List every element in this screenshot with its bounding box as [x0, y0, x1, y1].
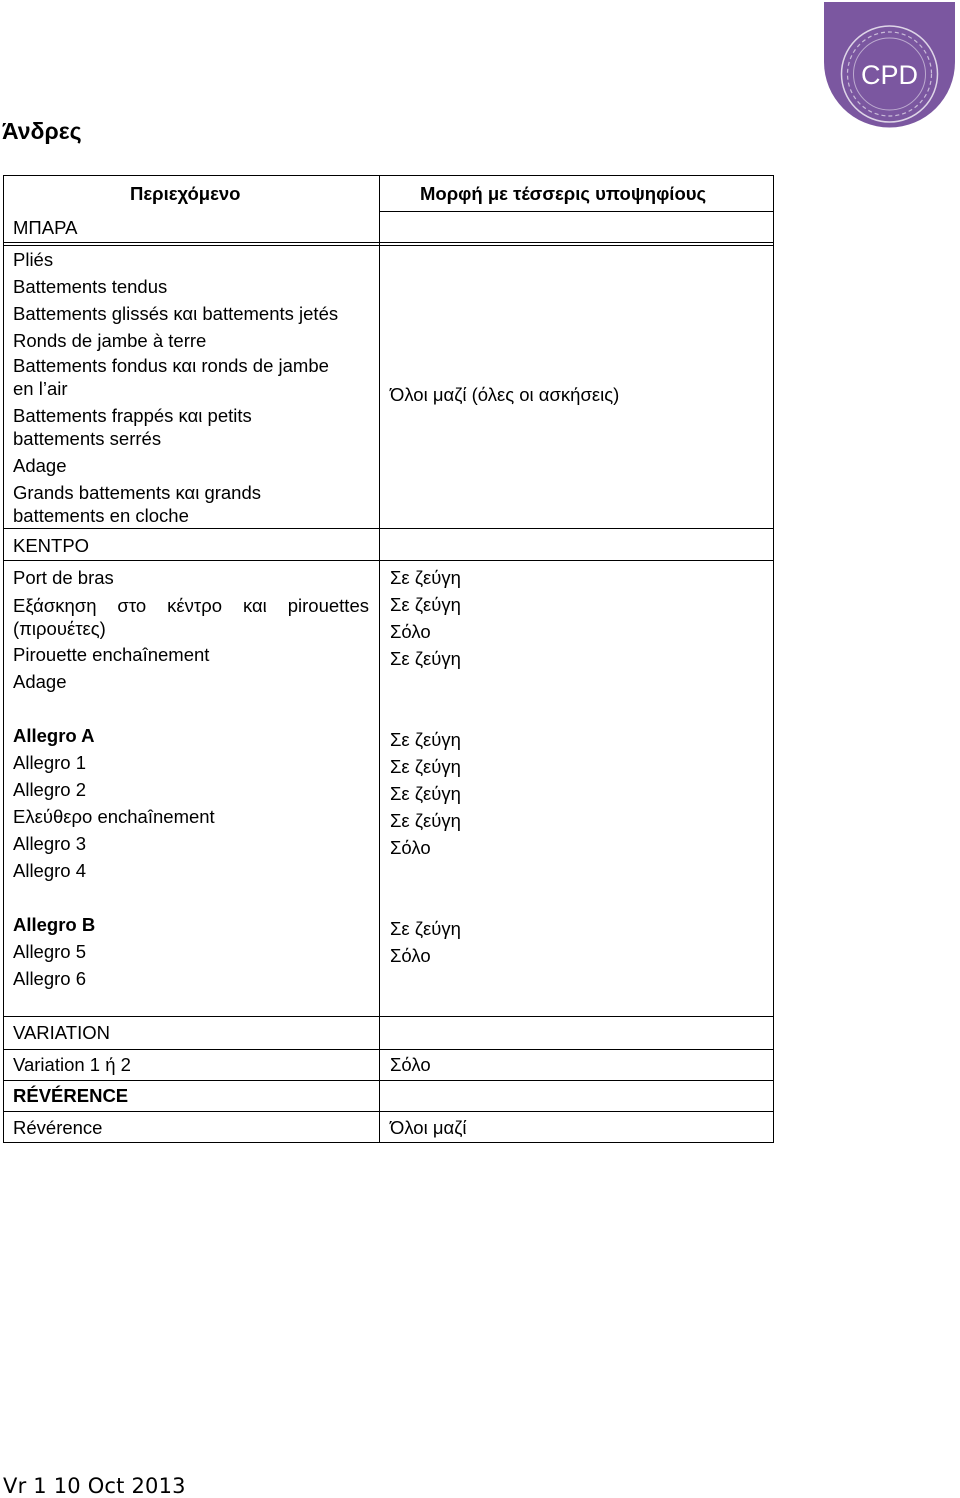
reverence-item: Révérence: [13, 1117, 103, 1138]
allegro-a-format: Σε ζεύγη: [390, 810, 461, 831]
barre-item: Adage: [13, 455, 67, 476]
barre-item: battements en cloche: [13, 505, 189, 526]
barre-item: battements serrés: [13, 428, 162, 449]
reverence-format: Όλοι μαζί: [390, 1117, 467, 1138]
allegro-a-item: Ελεύθερο enchaînement: [13, 806, 215, 827]
centre-format: Σε ζεύγη: [390, 594, 461, 615]
centre-item: Port de bras: [13, 567, 114, 588]
centre-format: Σε ζεύγη: [390, 648, 461, 669]
cpd-logo-graphic: [824, 2, 955, 142]
barre-item: Grands battements και grands: [13, 482, 262, 503]
barre-item: Pliés: [13, 249, 54, 270]
barre-item: Ronds de jambe à terre: [13, 330, 207, 351]
allegro-a-item: Allegro 1: [13, 752, 87, 773]
section-title: Άνδρες: [2, 118, 82, 144]
svg-text:CPD: CPD: [860, 60, 919, 90]
allegro-a-item: Allegro 3: [13, 833, 87, 854]
version-footer: Vr 1 10 Oct 2013: [3, 1474, 186, 1498]
barre-heading: ΜΠΑΡΑ: [13, 217, 78, 238]
barre-item: Battements glissés και battements jetés: [13, 303, 339, 324]
allegro-a-heading: Allegro A: [13, 725, 95, 746]
allegro-a-format: Σε ζεύγη: [390, 756, 461, 777]
allegro-a-format: Σε ζεύγη: [390, 783, 461, 804]
barre-format: Όλοι μαζί (όλες οι ασκήσεις): [390, 384, 620, 405]
allegro-b-format: Σε ζεύγη: [390, 918, 461, 939]
variation-format: Σόλο: [390, 1054, 431, 1075]
barre-item: Battements frappés και petits: [13, 405, 252, 426]
header-format: Μορφή με τέσσερις υποψηφίους: [420, 183, 707, 204]
centre-item: Pirouette enchaînement: [13, 644, 210, 665]
barre-item: en l’air: [13, 378, 68, 399]
centre-heading: ΚΕΝΤΡΟ: [13, 535, 90, 556]
centre-item: Adage: [13, 671, 67, 692]
header-content: Περιεχόμενο: [130, 183, 241, 204]
cpd-logo: [824, 2, 955, 142]
allegro-b-item: Allegro 6: [13, 968, 87, 989]
centre-item: Εξάσκηση στο κέντρο και pirouettes (πιρουέτες): [13, 595, 369, 639]
barre-item: Battements fondus και ronds de jambe: [13, 355, 329, 376]
variation-heading: VARIATION: [13, 1022, 110, 1043]
allegro-a-format: Σόλο: [390, 837, 431, 858]
barre-item: Battements tendus: [13, 276, 168, 297]
centre-format: Σε ζεύγη: [390, 567, 461, 588]
allegro-a-item: Allegro 4: [13, 860, 87, 881]
variation-item: Variation 1 ή 2: [13, 1054, 131, 1075]
reverence-heading: RÉVÉRENCE: [13, 1085, 129, 1106]
allegro-a-item: Allegro 2: [13, 779, 87, 800]
allegro-a-format: Σε ζεύγη: [390, 729, 461, 750]
centre-format: Σόλο: [390, 621, 431, 642]
allegro-b-heading: Allegro B: [13, 914, 96, 935]
allegro-b-format: Σόλο: [390, 945, 431, 966]
allegro-b-item: Allegro 5: [13, 941, 87, 962]
